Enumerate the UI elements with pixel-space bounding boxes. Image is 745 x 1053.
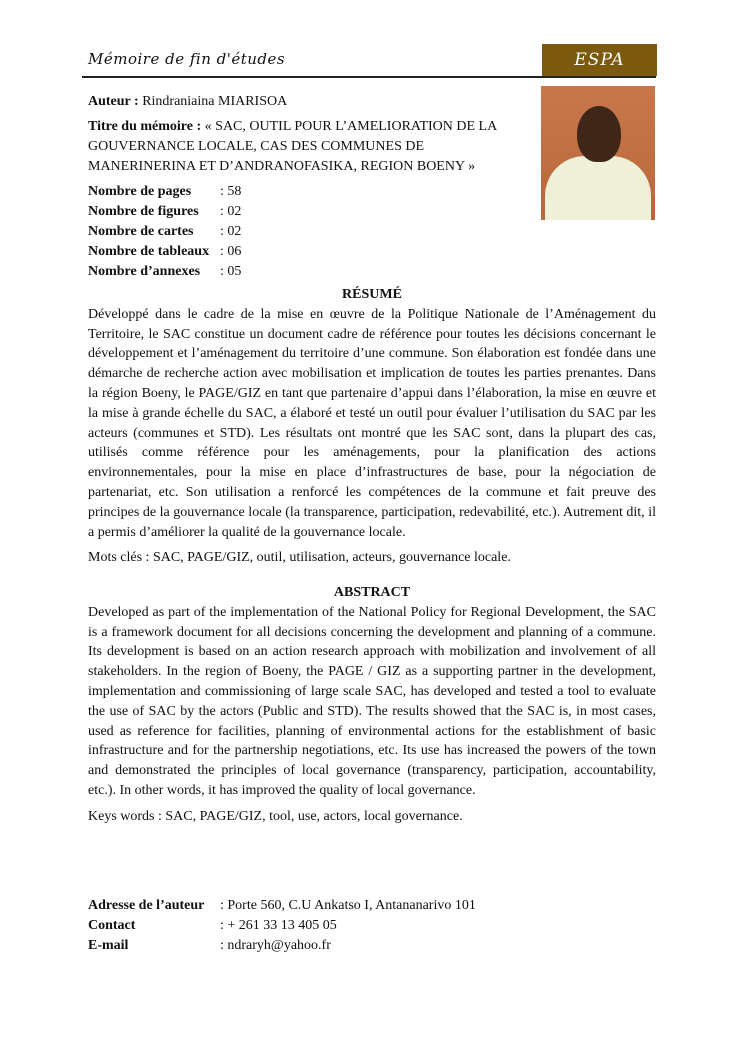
- thesis-metadata: [88, 92, 518, 282]
- resume-section: [88, 285, 656, 568]
- count-label: Nombre de figures: [88, 204, 199, 219]
- thesis-title: « SAC, OUTIL POUR L’AMELIORATION DE LA GOUVERNANCE LOCALE, CAS DES COMMUNES DE MANERINERINA ET D’ANDRANOFASIKA, REGION BOENY »: [88, 119, 497, 174]
- abstract-section: [88, 583, 656, 827]
- resume-keywords: Mots clés : SAC, PAGE/GIZ, outil, utilisation, acteurs, gouvernance locale.: [88, 550, 511, 566]
- header-divider: [82, 76, 656, 78]
- count-row: [88, 222, 518, 242]
- thesis-title-line: [88, 117, 518, 177]
- resume-text: Développé dans le cadre de la mise en œuvre de la Politique Nationale de l’Aménagement du Territoire, le SAC constitue un document cadre de référence pour toutes les décisions concernant le développement et l’aménagement du territoire d’une commune. Son élaboration est fondée dans une démarche de recherche action avec mobilisation et implication de toutes les parties prenantes. Dans la région Boeny, le PAGE/GIZ en tant que partenaire d’appui dans l’élaboration, la mise en œuvre et la mise à grande échelle du SAC, a élaboré et testé un outil pour évaluer l’utilisation du SAC par les acteurs (communes et STD). Les résultats ont montré que les SAC sont, dans la plupart des cas, utilisés comme référence pour les aménagements, pour la planification des actions environnementales, pour la mise en place d’infrastructures de base, pour la négociation de partenariat, etc. Son utilisation a renforcé les compétences de la commune et fait preuve des principes de la gouvernance locale (la transparence, participation, redevabilité, etc.). Autrement dit, il a permis d’améliorer la qualité de la gouvernance locale.: [88, 306, 656, 540]
- count-label: Nombre de pages: [88, 184, 192, 199]
- email-value: : ndraryh@yahoo.fr: [220, 938, 331, 953]
- abstract-keywords: Keys words : SAC, PAGE/GIZ, tool, use, actors, local governance.: [88, 808, 463, 824]
- thesis-title-label: Titre du mémoire :: [88, 119, 202, 134]
- count-row: [88, 202, 518, 222]
- count-row: [88, 262, 518, 282]
- photo-shirt: [545, 156, 651, 220]
- contact-label: Contact: [88, 918, 136, 933]
- header-title: Mémoire de fin d'études: [88, 50, 286, 68]
- contact-row: [88, 936, 476, 956]
- author-photo: [541, 86, 655, 220]
- count-value: : 02: [220, 224, 242, 239]
- contact-row: [88, 916, 476, 936]
- count-value: : 58: [220, 184, 242, 199]
- count-label: Nombre de cartes: [88, 224, 194, 239]
- abstract-text: Developed as part of the implementation of the National Policy for Regional Development, the SAC is a framework document for all decisions concerning the development and planning of a commune. Its development is based on an action research approach with mobilization and involvement of all stakeholders. In the region of Boeny, the PAGE / GIZ as a supporting partner in the development, implementation and commissioning of large scale SAC, has developed and tested a tool to evaluate the use of SAC by the actors (Public and STD). The results showed that the SAC is, in most cases, used as reference for facilities, planning of environmental actions for the establishment of basic infrastructure and for the partnership negotiations, etc. Its use has increased the powers of the town and demonstrated the principles of local governance (transparency, participation, accountability, etc.). In other words, it has improved the quality of local governance.: [88, 604, 656, 798]
- count-row: [88, 242, 518, 262]
- count-label: Nombre d’annexes: [88, 264, 201, 279]
- header-badge: ESPA: [541, 44, 657, 76]
- contact-label: E-mail: [88, 938, 129, 953]
- counts-list: [88, 182, 518, 282]
- author-contact: [88, 896, 476, 956]
- photo-head: [577, 106, 621, 162]
- author-label: Auteur :: [88, 94, 139, 109]
- resume-heading: RÉSUMÉ: [342, 287, 402, 302]
- contact-row: [88, 896, 476, 916]
- contact-value: : Porte 560, C.U Ankatso I, Antananarivo 101: [220, 898, 476, 913]
- abstract-heading: ABSTRACT: [333, 585, 411, 600]
- author-line: [88, 92, 518, 112]
- count-label: Nombre de tableaux: [88, 244, 210, 259]
- count-value: : 05: [220, 264, 242, 279]
- contact-label: Adresse de l’auteur: [88, 898, 205, 913]
- count-value: : 02: [220, 204, 242, 219]
- author-name: Rindraniaina MIARISOA: [142, 94, 288, 109]
- count-row: [88, 182, 518, 202]
- contact-value: : + 261 33 13 405 05: [220, 918, 337, 933]
- count-value: : 06: [220, 244, 242, 259]
